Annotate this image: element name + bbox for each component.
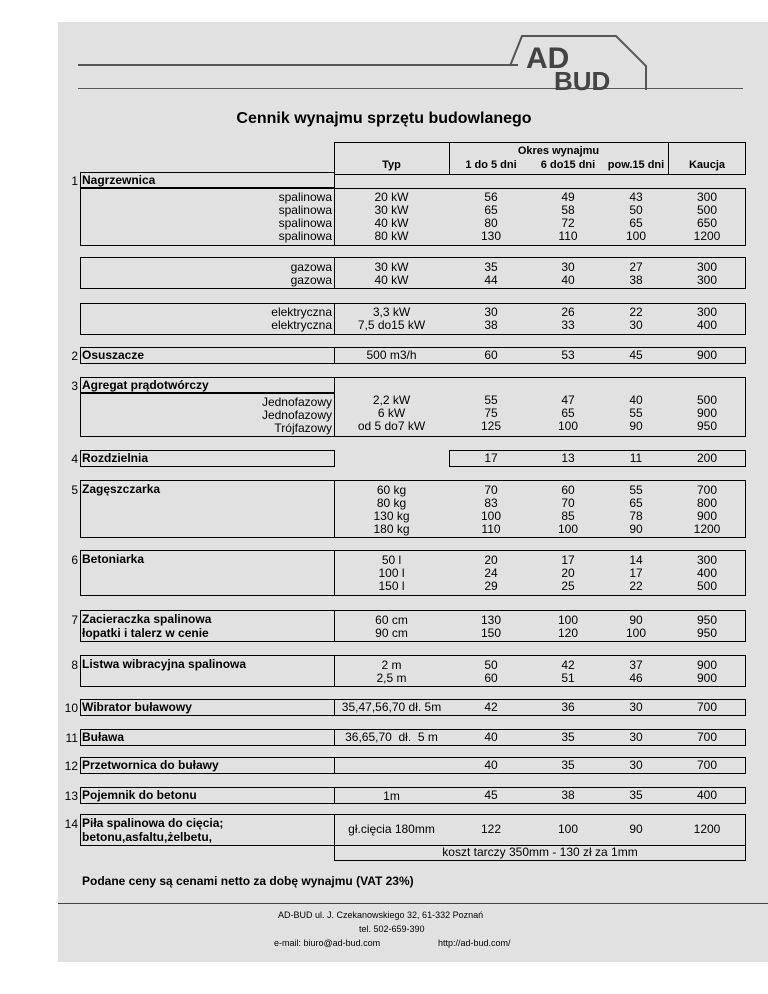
col2-value: 13 — [561, 451, 575, 465]
footer-phone: tel. 502-659-390 — [359, 924, 425, 934]
kaucja-value: 200 — [696, 451, 718, 465]
row-number: 3 — [71, 379, 78, 393]
col1-header: 1 do 5 dni — [465, 159, 517, 171]
kaucja-value: 400 — [696, 788, 718, 802]
col3-value: 30 — [629, 758, 643, 772]
kaucja-values: 300 500 650 1200 — [693, 190, 721, 243]
kaucja-value: 1200 — [693, 822, 721, 836]
col1-values: 56 65 80 130 — [480, 190, 502, 243]
row-number: 7 — [71, 613, 78, 627]
category-name: Listwa wibracyjna spalinowa — [82, 657, 247, 671]
typ-value: 500 m3/h — [366, 348, 417, 362]
logo-text-ad: AD — [526, 42, 570, 75]
kaucja-values: 500 900 950 — [696, 393, 718, 433]
category-name-line2: łopatki i talerz w cenie — [82, 626, 209, 640]
col1-values: 70 83 100 110 — [480, 483, 502, 536]
vat-note: Podane ceny są cenami netto za dobę wynajmu (VAT 23%) — [82, 874, 414, 888]
category-name: Agregat prądotwórczy — [82, 378, 209, 392]
typ-value: gł.cięcia 180mm — [348, 822, 435, 836]
kaucja-value: 900 — [696, 348, 718, 362]
col3-values: 14 17 22 — [629, 553, 643, 593]
typ-value: 35,47,56,70 dł. 5m — [341, 700, 442, 714]
col3-values: 27 38 — [629, 260, 643, 287]
col2-values: 17 20 25 — [561, 553, 575, 593]
category-name: Pojemnik do betonu — [82, 788, 197, 802]
col2-value: 35 — [561, 758, 575, 772]
col1-value: 40 — [484, 730, 498, 744]
row-number: 14 — [64, 817, 78, 831]
col3-value: 30 — [629, 700, 643, 714]
typ-values: 60 kg 80 kg 130 kg 180 kg — [373, 483, 410, 536]
kaucja-value: 700 — [696, 758, 718, 772]
kaucja-values: 900 900 — [696, 658, 718, 685]
col3-header: pow.15 dni — [607, 159, 665, 171]
row-number: 6 — [71, 553, 78, 567]
col2-value: 36 — [561, 700, 575, 714]
col3-values: 43 50 65 100 — [625, 190, 647, 243]
col1-value: 60 — [484, 348, 498, 362]
kaucja-values: 300 300 — [696, 260, 718, 287]
col3-values: 37 46 — [629, 658, 643, 685]
col2-value: 100 — [557, 822, 579, 836]
col3-values: 55 65 78 90 — [629, 483, 643, 536]
col2-values: 100 120 — [557, 613, 579, 640]
typ-values: 20 kW 30 kW 40 kW 80 kW — [374, 190, 409, 243]
logo-text-bud: BUD — [554, 66, 611, 92]
subtype-list: gazowa gazowa — [290, 260, 332, 287]
col3-values: 40 55 90 — [629, 393, 643, 433]
col3-values: 90 100 — [625, 613, 647, 640]
ad-bud-logo — [508, 26, 658, 92]
category-name: Rozdzielnia — [82, 451, 149, 465]
row-number: 1 — [71, 174, 78, 188]
kaucja-values: 700 800 900 1200 — [693, 483, 721, 536]
page-title: Cennik wynajmu sprzętu budowlanego — [236, 110, 532, 127]
row-number: 2 — [71, 349, 78, 363]
blade-cost-note: koszt tarczy 350mm - 130 zł za 1mm — [442, 845, 638, 859]
typ-values: 60 cm 90 cm — [375, 613, 408, 640]
col3-value: 45 — [629, 348, 643, 362]
row-number: 8 — [71, 658, 78, 672]
col3-values: 22 30 — [629, 305, 643, 332]
row-number: 10 — [64, 701, 78, 715]
footer-rule — [58, 903, 768, 904]
col2-value: 53 — [561, 348, 575, 362]
col1-values: 50 60 — [484, 658, 498, 685]
subtype-list: elektryczna elektryczna — [271, 305, 332, 332]
period-header: Okres wynajmu — [517, 145, 600, 157]
col1-values: 30 38 — [484, 305, 498, 332]
col3-value: 30 — [629, 730, 643, 744]
col1-values: 55 75 125 — [480, 393, 502, 433]
kaucja-values: 300 400 500 — [696, 553, 718, 593]
row-number: 5 — [71, 483, 78, 497]
typ-values: 3,3 kW 7,5 do15 kW — [357, 305, 426, 332]
col2-values: 60 70 85 100 — [557, 483, 579, 536]
category-name: Nagrzewnica — [82, 173, 156, 187]
col1-values: 20 24 29 — [484, 553, 498, 593]
category-name-line2: betonu,asfaltu,żelbetu, — [82, 830, 213, 844]
typ-values: 2,2 kW 6 kW od 5 do7 kW — [357, 393, 426, 433]
col2-values: 26 33 — [561, 305, 575, 332]
footer-website[interactable]: http://ad-bud.com/ — [438, 938, 511, 948]
kaucja-values: 300 400 — [696, 305, 718, 332]
footer-email[interactable]: e-mail: biuro@ad-bud.com — [274, 938, 381, 948]
row-number: 11 — [65, 731, 78, 745]
header-rule-top — [78, 64, 518, 66]
typ-values: 50 l 100 l 150 l — [378, 553, 405, 593]
col1-values: 130 150 — [480, 613, 502, 640]
category-name: Betoniarka — [82, 552, 145, 566]
typ-values: 2 m 2,5 m — [376, 658, 407, 685]
row-number: 4 — [71, 452, 78, 466]
kaucja-value: 700 — [696, 700, 718, 714]
category-name: Piła spalinowa do cięcia; — [82, 816, 224, 830]
row-number: 13 — [64, 789, 78, 803]
col2-value: 35 — [561, 730, 575, 744]
col1-value: 45 — [484, 788, 498, 802]
col3-value: 11 — [629, 451, 643, 465]
col2-values: 49 58 72 110 — [558, 190, 578, 243]
category-name: Osuszacze — [82, 348, 145, 362]
typ-value: 36,65,70 dł. 5 m — [345, 730, 438, 744]
col1-value: 122 — [480, 822, 502, 836]
footer-address: AD-BUD ul. J. Czekanowskiego 32, 61-332 Poznań — [278, 910, 484, 920]
typ-values: 30 kW 40 kW — [374, 260, 409, 287]
category-name: Wibrator buławowy — [82, 700, 192, 714]
category-name: Przetwornica do buławy — [82, 758, 219, 772]
col3-value: 35 — [629, 788, 643, 802]
kaucja-value: 700 — [696, 730, 718, 744]
category-name: Buława — [82, 730, 125, 744]
col2-header: 6 do15 dni — [540, 159, 596, 171]
col2-value: 38 — [561, 788, 575, 802]
category-name: Zagęszczarka — [82, 482, 161, 496]
col1-value: 40 — [484, 758, 498, 772]
row-number: 12 — [64, 759, 78, 773]
typ-value: 1m — [383, 789, 400, 803]
subtype-list: Jednofazowy Jednofazowy Trójfazowy — [261, 395, 332, 435]
col1-value: 42 — [484, 700, 498, 714]
col3-value: 90 — [629, 822, 643, 836]
col2-values: 30 40 — [561, 260, 575, 287]
category-name: Zacieraczka spalinowa — [82, 612, 212, 626]
col2-values: 42 51 — [561, 658, 575, 685]
col1-values: 35 44 — [484, 260, 498, 287]
typ-header: Typ — [382, 159, 401, 171]
kaucja-values: 950 950 — [696, 613, 718, 640]
col2-values: 47 65 100 — [557, 393, 579, 433]
col1-value: 17 — [484, 451, 498, 465]
kaucja-header: Kaucja — [688, 159, 726, 171]
subtype-list: spalinowa spalinowa spalinowa spalinowa — [278, 190, 332, 243]
